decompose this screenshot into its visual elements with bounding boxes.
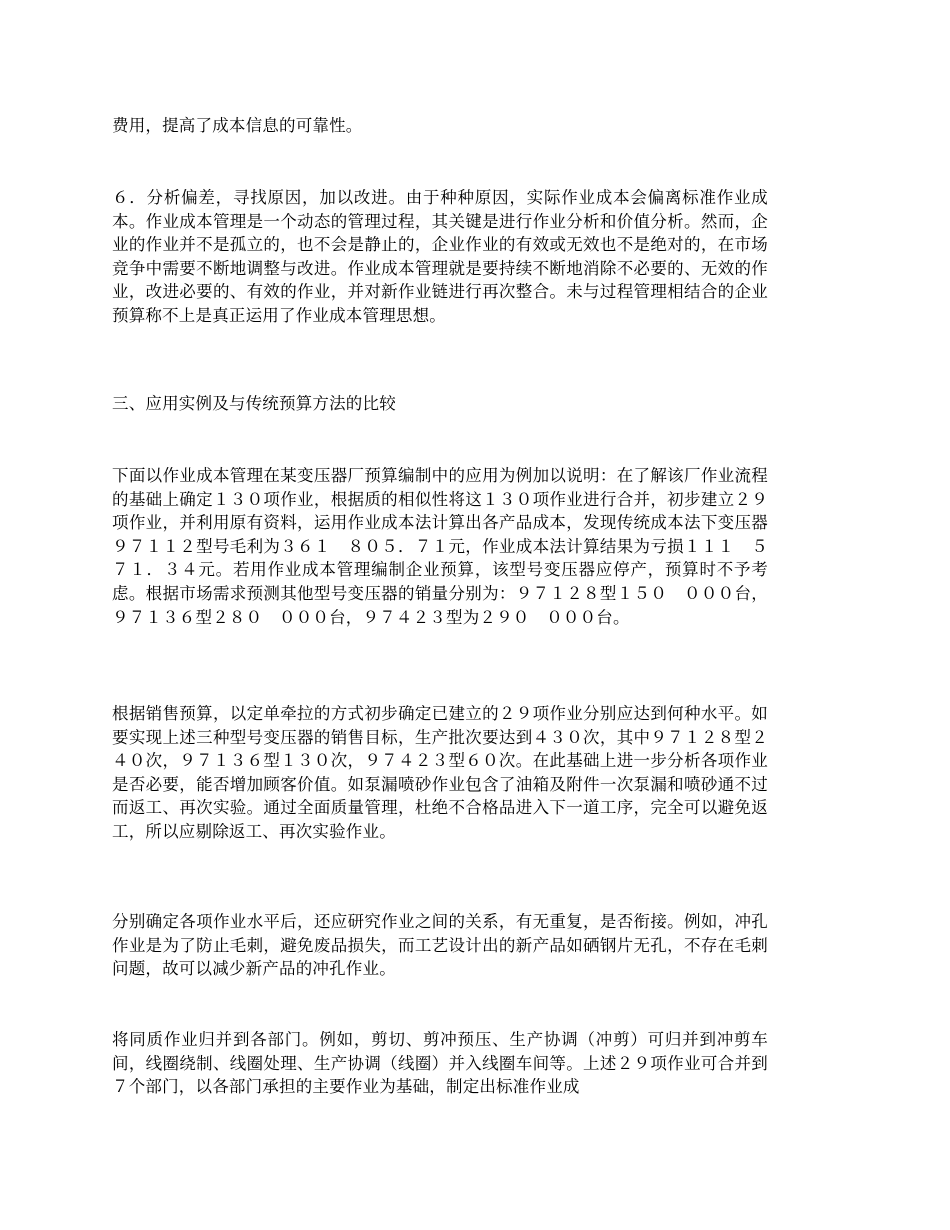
paragraph-transformer-example: 下面以作业成本管理在某变压器厂预算编制中的应用为例加以说明：在了解该厂作业流程的基础上确定１３０项作业，根据质的相似性将这１３０项作业进行合并，初步建立２９项作业，并利用原有资料，运用作业成本法计算出各产品成本，发现传统成本法下变压器９７１１２型号毛利为３６１ ８０５．７１元，作业成本法计算结果为亏损１１１ ５７１．３４元。若用作业成本管理编制企业预算，该型号变压器应停产，预算时不予考虑。根据市场需求预测其他型号变压器的销量分别为：９７１２８型１５０ ０００台，９７１３６型２８０ ０００台，９７４２３型为２９０ ０００台。 [112, 466, 768, 627]
paragraph-department-merge: 将同质作业归并到各部门。例如，剪切、剪冲预压、生产协调（冲剪）可归并到冲剪车间，线圈绕制、线圈处理、生产协调（线圈）并入线圈车间等。上述２９项作业可合并到７个部门，以各部门承担的主要作业为基础，制定出标准作业成 [112, 1030, 768, 1097]
paragraph-cost-reliability: 费用，提高了成本信息的可靠性。 [112, 116, 363, 135]
paragraph-sales-budget: 根据销售预算，以定单牵拉的方式初步确定已建立的２９项作业分别应达到何种水平。如要实现上述三种型号变压器的销售目标，生产批次要达到４３０次，其中９７１２８型２４０次，９７１３６型１３０次，９７４２３型６０次。在此基础上进一步分析各项作业是否必要，能否增加顾客价值。如泵漏喷砂作业包含了油箱及附件一次泵漏和喷砂通不过而返工、再次实验。通过全面质量管理，杜绝不合格品进入下一道工序，完全可以避免返工，所以应剔除返工、再次实验作业。 [112, 704, 768, 841]
paragraph-variance-analysis: ６．分析偏差，寻找原因，加以改进。由于种种原因，实际作业成本会偏离标准作业成本。作业成本管理是一个动态的管理过程，其关键是进行作业分析和价值分析。然而，企业的作业并不是孤立的，也不会是静止的，企业作业的有效或无效也不是绝对的，在市场竞争中需要不断地调整与改进。作业成本管理就是要持续不断地消除不必要的、无效的作业，改进必要的、有效的作业，并对新作业链进行再次整合。未与过程管理相结合的企业预算称不上是真正运用了作业成本管理思想。 [112, 188, 768, 325]
paragraph-activity-levels: 分别确定各项作业水平后，还应研究作业之间的关系，有无重复，是否衔接。例如，冲孔作业是为了防止毛刺，避免废品损失，而工艺设计出的新产品如硒钢片无孔，不存在毛刺问题，故可以减少新产品的冲孔作业。 [112, 912, 768, 979]
section-heading: 三、应用实例及与传统预算方法的比较 [112, 394, 396, 413]
